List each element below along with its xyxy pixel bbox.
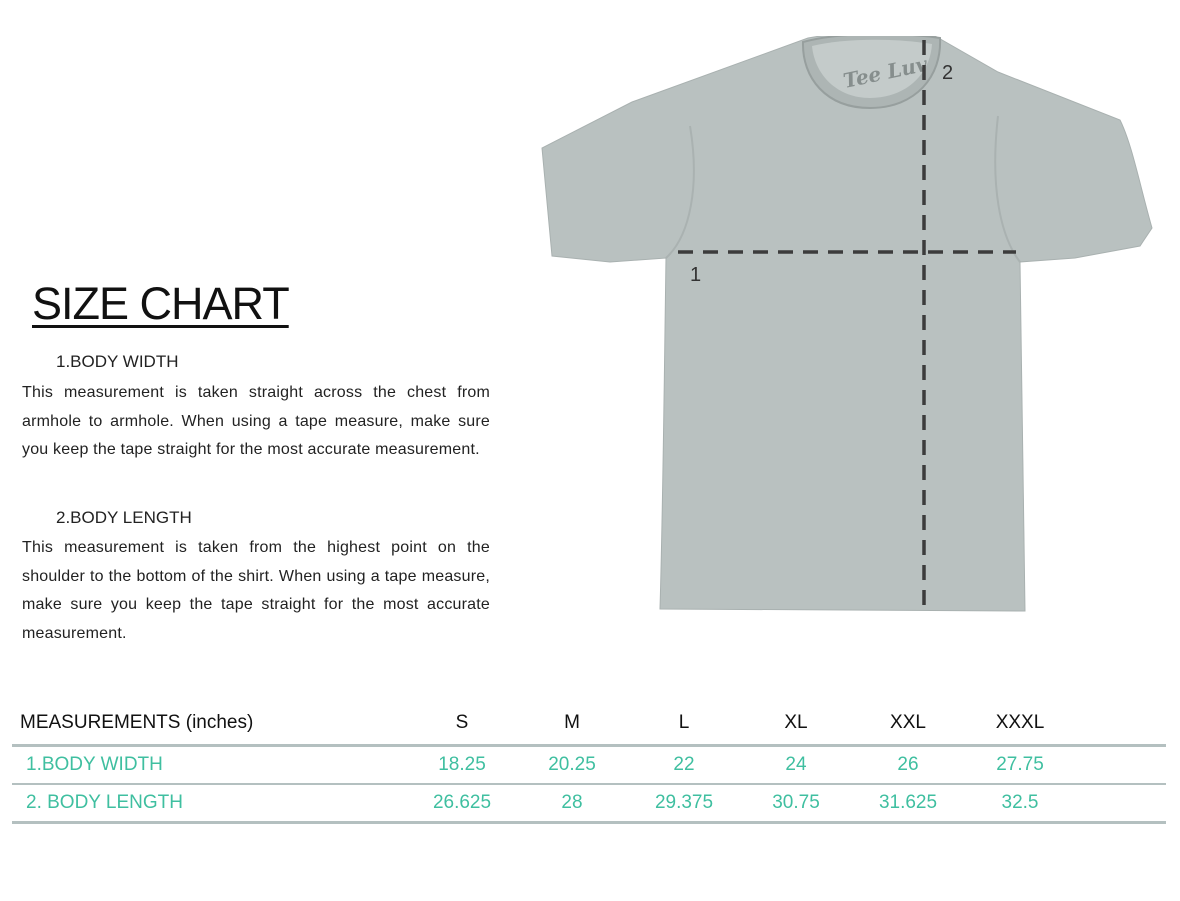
cell-body-width-s: 18.25	[408, 746, 516, 785]
header-spacer	[1076, 702, 1166, 746]
table-header-row	[12, 702, 1166, 746]
cell-body-width-xxxl: 27.75	[964, 746, 1076, 785]
table-row	[12, 746, 1166, 785]
cell-body-length-xxl: 31.625	[852, 784, 964, 823]
cell-body-length-xl: 30.75	[740, 784, 852, 823]
size-chart-title: SIZE CHART	[32, 278, 289, 329]
measurements-table	[12, 702, 1166, 824]
size-header-l: L	[628, 702, 740, 746]
cell-body-length-l: 29.375	[628, 784, 740, 823]
cell-body-length-s: 26.625	[408, 784, 516, 823]
row-spacer	[1076, 784, 1166, 823]
body-width-heading: 1.BODY WIDTH	[56, 352, 179, 371]
row-label-body-width: 1.BODY WIDTH	[12, 746, 408, 785]
body-length-description: This measurement is taken from the highest point on the shoulder to the bottom of the shirt. When using a tape measure, make sure you keep the tape straight for the most accurate measurement.	[22, 539, 490, 642]
tshirt-illustration	[540, 36, 1155, 616]
body-length-heading: 2.BODY LENGTH	[56, 508, 192, 527]
measurements-header: MEASUREMENTS (inches)	[12, 702, 408, 746]
body-width-description: This measurement is taken straight across the chest from armhole to armhole. When using a tape measure, make sure you keep the tape straight for the most accurate measurement.	[22, 384, 490, 458]
cell-body-length-xxxl: 32.5	[964, 784, 1076, 823]
svg-text:Tee Luv: Tee Luv	[841, 51, 930, 93]
row-spacer	[1076, 746, 1166, 785]
cell-body-width-xxl: 26	[852, 746, 964, 785]
cell-body-width-m: 20.25	[516, 746, 628, 785]
shirt-body	[542, 36, 1152, 611]
size-header-xl: XL	[740, 702, 852, 746]
size-header-xxl: XXL	[852, 702, 964, 746]
cell-body-width-xl: 24	[740, 746, 852, 785]
cell-body-width-l: 22	[628, 746, 740, 785]
length-marker: 2	[942, 62, 954, 84]
row-label-body-length: 2. BODY LENGTH	[12, 784, 408, 823]
cell-body-length-m: 28	[516, 784, 628, 823]
size-header-m: M	[516, 702, 628, 746]
size-header-xxxl: XXXL	[964, 702, 1076, 746]
size-header-s: S	[408, 702, 516, 746]
width-marker: 1	[690, 264, 702, 286]
table-row	[12, 784, 1166, 823]
